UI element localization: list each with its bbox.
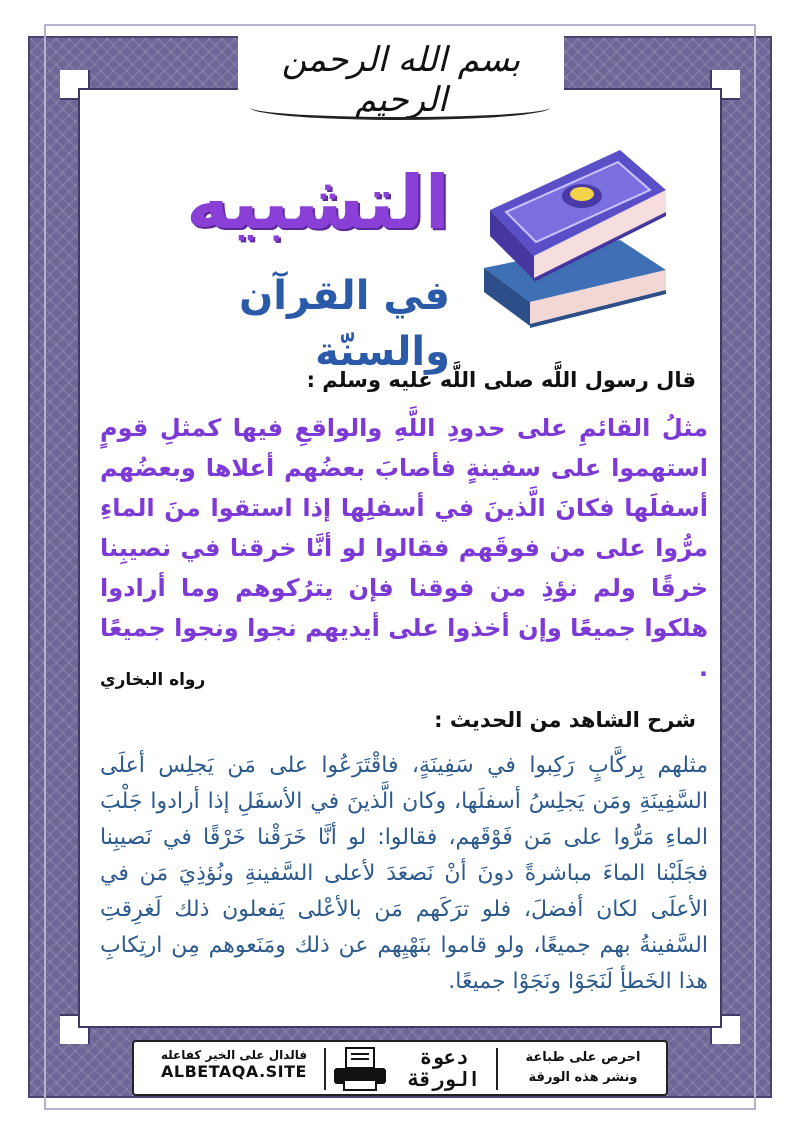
print-reminder — [508, 1048, 658, 1088]
hadith-intro: قال رسول اللَّه صلى اللَّه عليه وسلم : — [306, 368, 696, 392]
print-reminder-line2: ونشر هذه الورقة — [528, 1070, 638, 1085]
hadith-text: مثلُ القائمِ على حدودِ اللَّهِ والواقعِ فيها كمثلِ قومٍ استهموا على سفينةٍ فأصابَ بعضُهم أعلاها وبعضُهم أسفلَها فكانَ الَّذينَ في أسفلِها إذا استقوا منَ الماءِ مرُّوا على من فوقَهم فقالوا لو أنَّا خرقنا في نصيبِنا خرقًا ولم نؤذِ من فوقنا فإن يترُكوهم وما أرادوا هلكوا جميعًا وإن أخذوا على أيديهم نجوا ونجوا جميعًا . — [100, 414, 708, 682]
hadith-source: رواه البخاري — [100, 670, 206, 690]
footer-slogan: فالدال على الخير كفاعله — [160, 1048, 308, 1062]
site-url: ALBETAQA.SITE — [161, 1062, 307, 1081]
footer-divider — [496, 1048, 498, 1090]
explanation-heading: شرح الشاهد من الحديث : — [434, 708, 696, 732]
logo — [404, 1046, 484, 1092]
printer-icon — [330, 1046, 390, 1092]
footer-banner — [132, 1040, 668, 1096]
explanation-text: مثلهم بِركَّابٍ رَكِبوا في سَفِينَةٍ، فاقْتَرَعُوا على مَن يَجلِس أعلَى السَّفِينَةِ ومَن يَجلِسُ أسفلَها، وكان الَّذينَ في الأسفَلِ إذا أرادوا جَلْبَ الماءِ مَرُّوا على مَن فَوْقَهم، فقالوا: لو أنَّا خَرَقْنا خَرْقًا في نَصيبِنا فجَلَبْنا الماءَ مباشرةً دونَ أنْ نَصعَدَ لأعلى السَّفينةِ ونُؤذِيَ مَن في الأعلَى لكان أفضلَ، فلو ترَكَهم مَن بالأعْلى يَفعلون ذلك لَغرِقتِ السَّفينةُ بهم جميعًا، ولو قاموا بنَهْيِهم عن ذلك ومَنَعوهم مِن ارتِكابِ هذا الخَطأِ لَنَجَوْا ونَجَوْا جميعًا. — [100, 753, 708, 994]
footer-divider — [324, 1048, 326, 1090]
basmala-calligraphy: بسم الله الرحمن الرحيم — [281, 40, 521, 120]
page-title: التشبيه — [186, 160, 450, 246]
logo-line2: الورقة — [407, 1067, 481, 1091]
books-illustration-icon — [470, 140, 670, 340]
print-reminder-line1: احرص على طباعة — [525, 1050, 641, 1065]
calligraphy-swoosh — [250, 95, 550, 120]
page-subtitle: في القرآن والسنّة — [239, 273, 450, 375]
site-info — [144, 1048, 324, 1081]
logo-line1: دعوة — [419, 1045, 469, 1069]
